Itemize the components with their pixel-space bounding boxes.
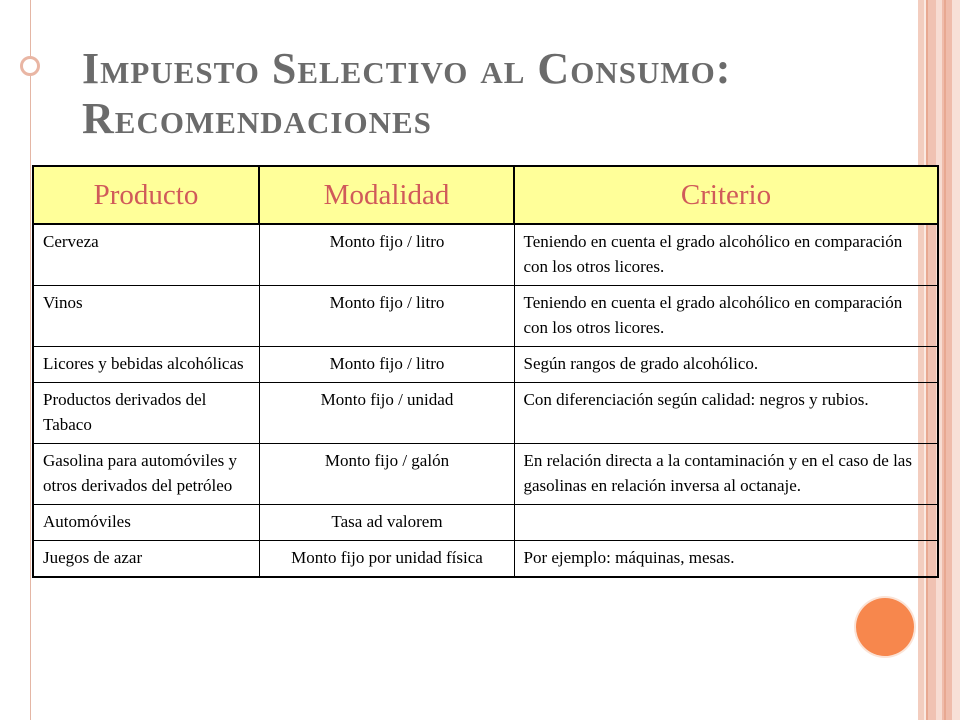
orange-circle-icon [856,598,914,656]
cell-modalidad: Monto fijo / litro [259,224,514,286]
table-row [33,383,938,444]
header-criterio: Criterio [514,166,938,224]
recommendations-table-container [32,165,937,578]
slide-title [82,44,882,144]
cell-modalidad: Monto fijo / litro [259,286,514,347]
cell-criterio: Por ejemplo: máquinas, mesas. [514,541,938,578]
cell-modalidad: Monto fijo por unidad física [259,541,514,578]
cell-modalidad: Monto fijo / litro [259,347,514,383]
cell-criterio: En relación directa a la contaminación y en el caso de las gasolinas en relación inversa al octanaje. [514,444,938,505]
cell-producto: Productos derivados del Tabaco [33,383,259,444]
cell-modalidad: Monto fijo / unidad [259,383,514,444]
table-row [33,286,938,347]
cell-producto: Juegos de azar [33,541,259,578]
table-header-row [33,166,938,224]
cell-producto: Automóviles [33,505,259,541]
table-row [33,444,938,505]
cell-producto: Vinos [33,286,259,347]
header-producto: Producto [33,166,259,224]
table-row [33,224,938,286]
cell-criterio [514,505,938,541]
recommendations-table [32,165,939,578]
title-line-1: Impuesto Selectivo al Consumo: [82,44,732,93]
title-line-2: Recomendaciones [82,94,432,143]
cell-modalidad: Tasa ad valorem [259,505,514,541]
cell-criterio: Según rangos de grado alcohólico. [514,347,938,383]
cell-modalidad: Monto fijo / galón [259,444,514,505]
header-modalidad: Modalidad [259,166,514,224]
left-decorative-line [30,0,31,720]
table-row [33,347,938,383]
stripe-line [944,0,946,720]
cell-producto: Cerveza [33,224,259,286]
table-row [33,541,938,578]
table-row [33,505,938,541]
cell-criterio: Teniendo en cuenta el grado alcohólico en comparación con los otros licores. [514,286,938,347]
cell-producto: Licores y bebidas alcohólicas [33,347,259,383]
cell-criterio: Con diferenciación según calidad: negros y rubios. [514,383,938,444]
cell-criterio: Teniendo en cuenta el grado alcohólico en comparación con los otros licores. [514,224,938,286]
decorative-circle-icon [20,56,40,76]
cell-producto: Gasolina para automóviles y otros derivados del petróleo [33,444,259,505]
